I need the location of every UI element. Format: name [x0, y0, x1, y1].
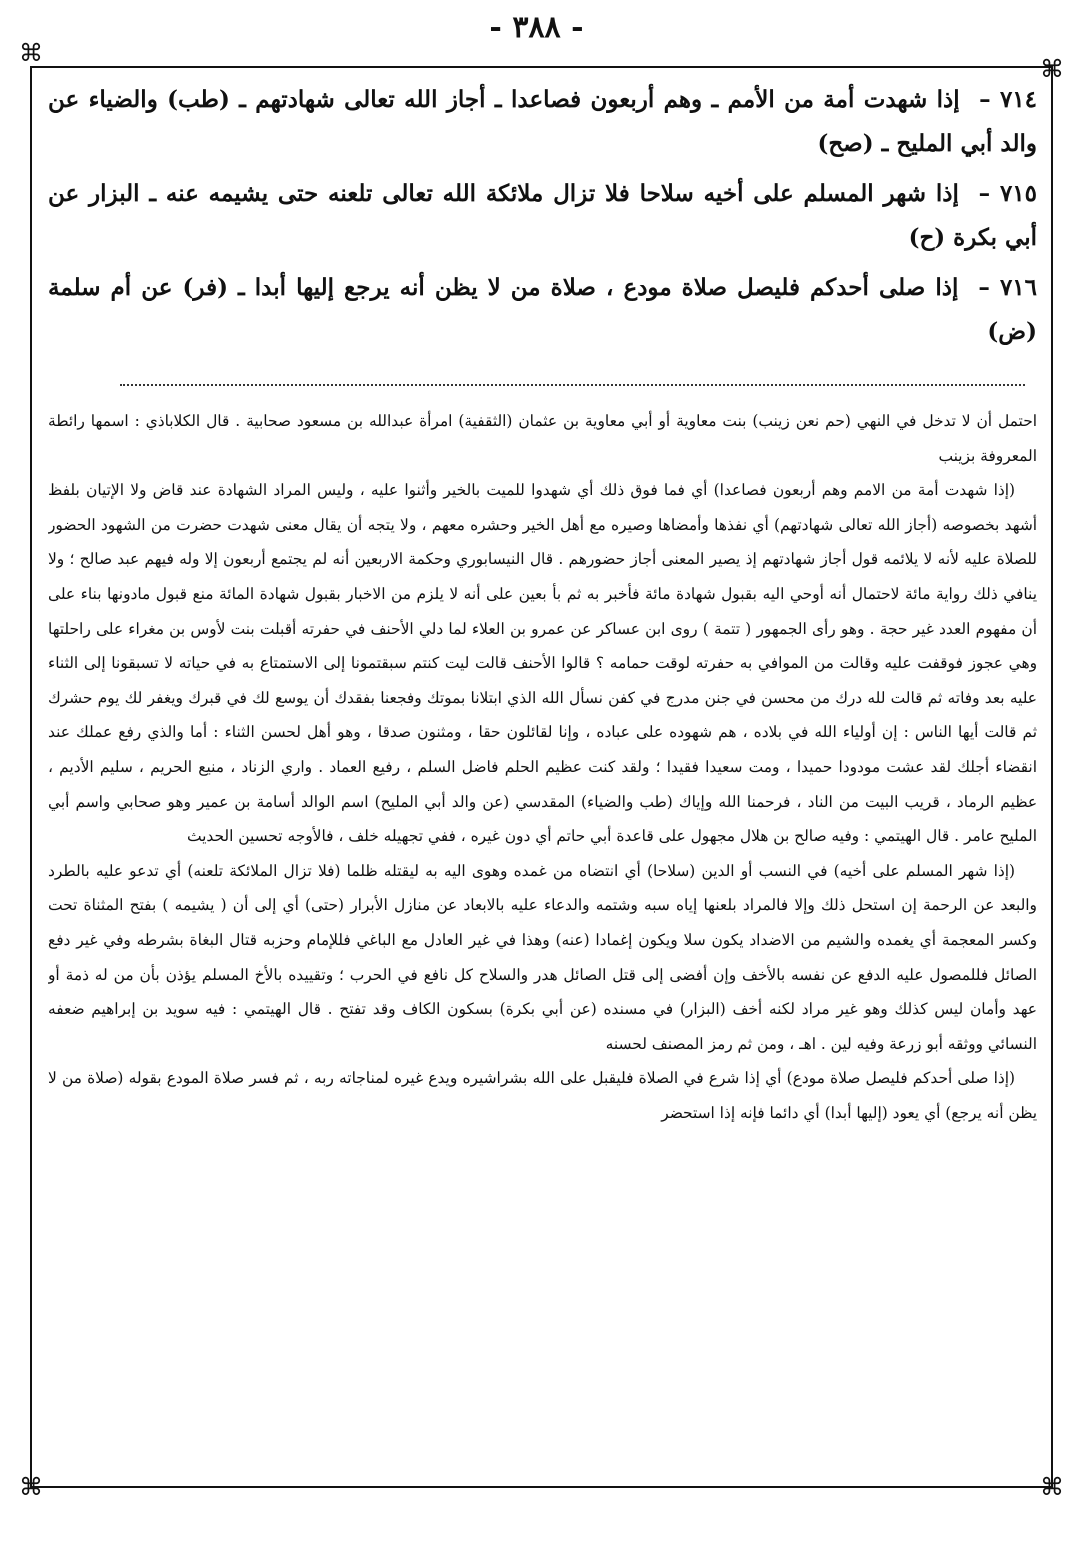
commentary-block [48, 404, 1037, 1480]
page-frame-bottom [30, 1486, 1053, 1488]
hadith-number: ٧١٥ – [978, 180, 1037, 207]
page-frame-right [1051, 66, 1053, 1486]
hadith-number: ٧١٤ – [979, 86, 1037, 113]
hadith-number: ٧١٦ – [978, 274, 1037, 301]
page-frame-top [30, 66, 1053, 68]
hadith-715 [48, 172, 1037, 260]
commentary-paragraph: (إذا صلى أحدكم فليصل صلاة مودع) أي إذا شرع في الصلاة فليقبل على الله بشراشيره ويدع غيره لمناجاته ربه ، ثم فسر صلاة المودع بقوله (صلاة من لا يظن أنه يرجع) أي يعود (إليها أبدا) أي دائما فإنه إذا استحضر [48, 1069, 1037, 1122]
hadith-text: إذا صلى أحدكم فليصل صلاة مودع ، صلاة من لا يظن أنه يرجع إليها أبدا ـ (فر) عن أم سلمة (ض) [48, 274, 1037, 345]
commentary-paragraph: (إذا شهدت أمة من الامم وهم أربعون فصاعدا) أي فما فوق ذلك أي شهدوا للميت بالخير وأثنوا عليه ، وليس المراد الشهادة عند قاض ولا الإتيان بلفظ أشهد بخصوصه (أجاز الله تعالى شهادتهم) أي نفذها وأمضاها وصيره مع أهل الخير وحشره معهم ، ولا يتجه أن يقال معنى شهدت حضرت من الشهود الحضور للصلاة عليه لأنه لا يلائمه قول أجاز شهادتهم إذ يصير المعنى أجاز حضورهم . قال النيسابوري وحكمة الاربعين أنه لم يجتمع أربعون إلا وله فيهم عبد صالح ؛ ولا ينافي ذلك رواية مائة لاحتمال أنه أوحي اليه بقبول شهادة مائة فأخبر به ثم بأ بعين على أنه لا يلزم من الاخبار بقبول شهادة المائة منع قبول مادونها بناء على أن مفهوم العدد غير حجة . وهو رأى الجمهور ( تتمة ) روى ابن عساكر عن عمرو بن العلاء لما دلي الأحنف في حفرته أقبلت بنت لأوس بن مغراء على راحلتها وهي عجوز فوقفت عليه وقالت من الموافي به حفرته لوقت حمامه ؟ قالوا الأحنف قالت ليت كنتم سبقتمونا إلى الاستمتاع به في حياته لا تسبقونا إلى الثناء عليه بعد وفاته ثم قالت لله درك من محسن في جنن مدرج في كفن نسأل الله الذي ابتلانا بموتك وفجعنا بفقدك أن يوسع لك في قبرك ويغفر لك يوم حشرك ثم قالت أيها الناس : إن أولياء الله في بلاده ، هم شهوده على عباده ، وإنا لقائلون حقا ، ومثنون صدقا ، وهو أهل لحسن الثناء : أما والذي رفع عملك عند انقضاء أجلك لقد عشت مودودا حميدا ، ومت سعيدا فقيدا ؛ ولقد كنت عظيم الحلم فاضل السلم ، رفيع العماد . واري الزناد ، منيع الحريم ، سليم الأديم ، عظيم الرماد ، قريب البيت من الناد ، فرحمنا الله وإياك (طب والضياء) المقدسي (عن والد أبي المليح) اسم الوالد أسامة بن عمير وهو صحابي واسم أبي المليح عامر . قال الهيتمي : وفيه صالح بن هلال مجهول على قاعدة أبي حاتم أي دون غيره ، ففي تجهيله خلف ، فالأوجه تحسين الحديث [48, 481, 1037, 846]
corner-ornament-icon: ⌘ [19, 1473, 43, 1501]
hadith-text: إذا شهر المسلم على أخيه سلاحا فلا تزال ملائكة الله تعالى تلعنه حتى يشيمه عنه ـ البزار عن أبي بكرة (ح) [48, 180, 1037, 251]
corner-ornament-icon: ⌘ [19, 39, 43, 67]
corner-ornament-icon: ⌘ [1040, 55, 1064, 83]
hadith-716 [48, 266, 1037, 354]
hadith-text: إذا شهدت أمة من الأمم ـ وهم أربعون فصاعدا ـ أجاز الله تعالى شهادتهم ـ (طب) والضياء عن والد أبي المليح ـ (صح) [48, 86, 1037, 157]
page-number: - ٣٨٨ - [489, 10, 584, 45]
commentary-paragraph: احتمل أن لا تدخل في النهي (حم نعن زينب) بنت معاوية أو أبي معاوية بن عثمان (الثقفية) امرأة عبدالله بن مسعود صحابية . قال الكلاباذي : اسمها رائطة المعروفة بزينب [48, 412, 1037, 465]
commentary-paragraph: (إذا شهر المسلم على أخيه) في النسب أو الدين (سلاحا) أي انتضاه من غمده وهوى اليه به ليقتله ظلما (فلا تزال الملائكة تلعنه) أي تدعو عليه بالطرد والبعد عن الرحمة إن استحل ذلك وإلا فالمراد بلعنها إياه سبه وشتمه والدعاء عليه بالابعاد عن منازل الأبرار (حتى) أي إلى أن ( يشيمه ) بفتح المثناة تحت وكسر المعجمة أي يغمده والشيم من الاضداد يكون سلا ويكون إغمادا (عنه) وهذا في غير العادل مع الباغي فللإمام وحزبه قتال البغاة بشرطه وفي غير دفع الصائل فللمصول عليه الدفع عن نفسه بالأخف وإن أفضى إلى قتل الصائل هدر والسلاح كل نافع في الحرب ؛ وتقييده بالأخ المسلم يؤذن بأن من له ذمة أو عهد وأمان ليس كذلك وهو غير مراد لكنه أخف (البزار) في مسنده (عن أبي بكرة) بسكون الكاف وقد تفتح . قال الهيتمي : فيه سويد بن إبراهيم ضعفه النسائي ووثقه أبو زرعة وفيه لين . اهـ ، ومن ثم رمز المصنف لحسنه [48, 861, 1037, 1053]
corner-ornament-icon: ⌘ [1040, 1473, 1064, 1501]
page-frame-left [30, 66, 32, 1486]
hadith-text-block [48, 78, 1037, 360]
hadith-714 [48, 78, 1037, 166]
dotted-separator [120, 384, 1025, 386]
